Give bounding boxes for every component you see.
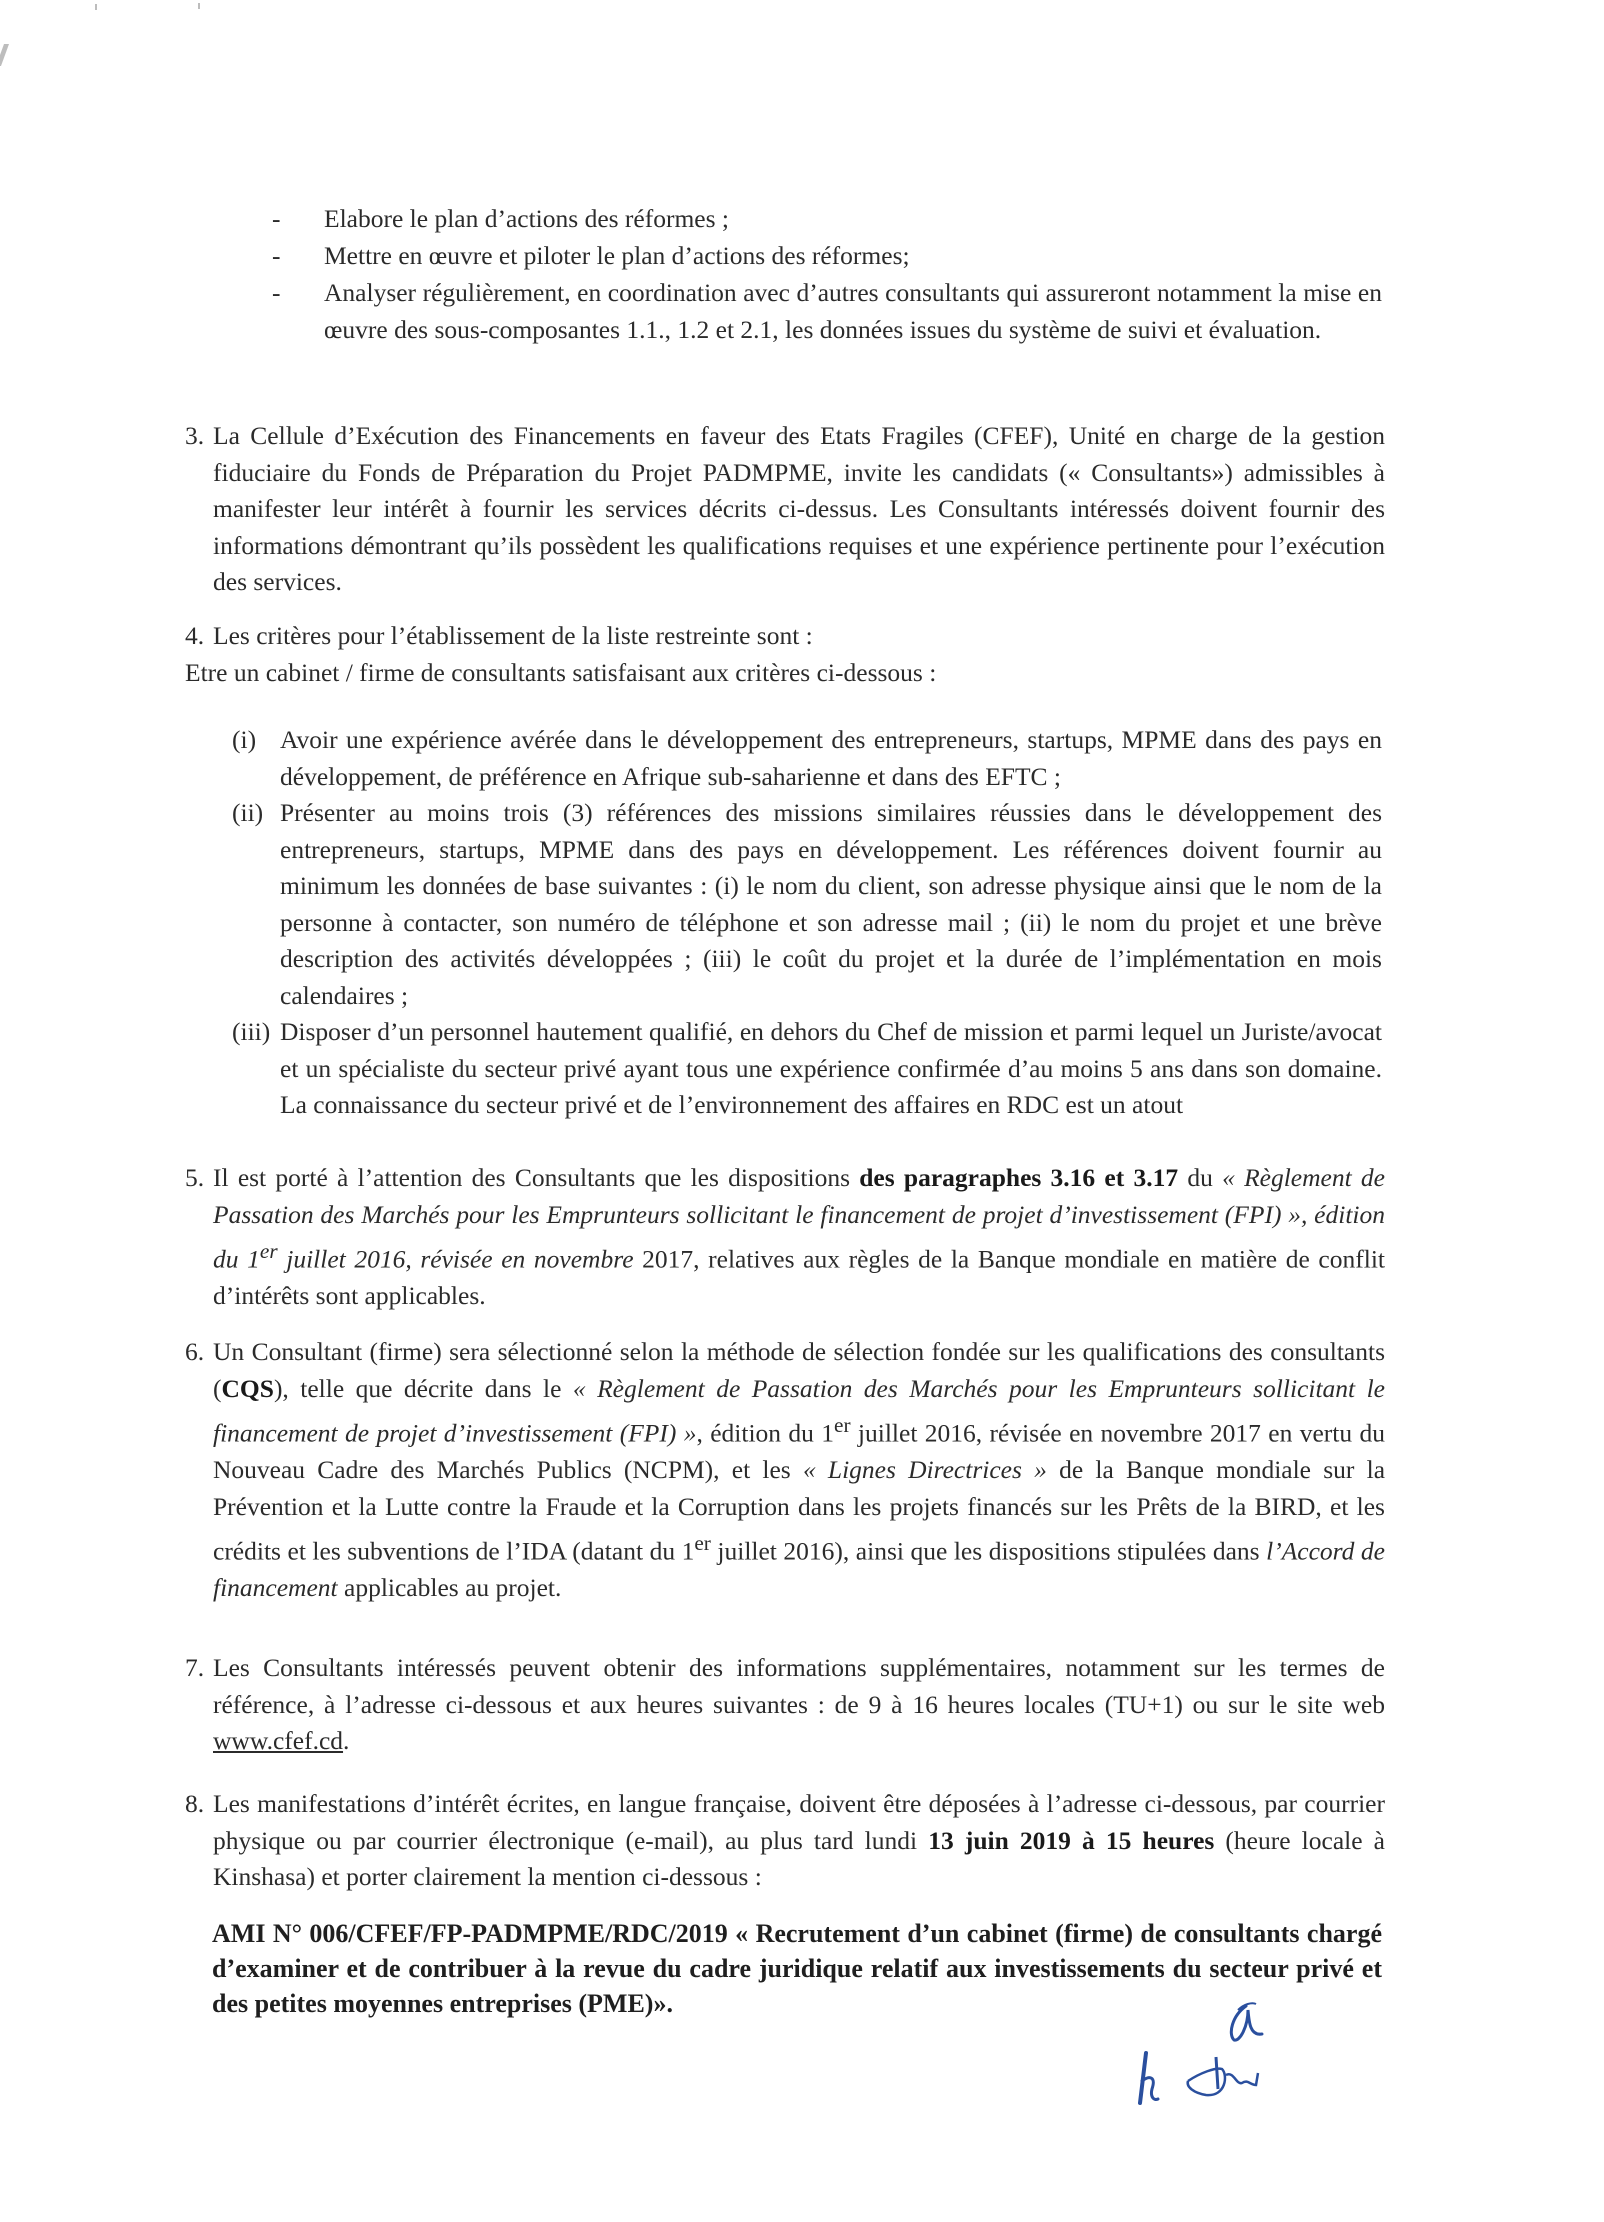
- paragraph-6: [185, 1334, 1385, 1607]
- paragraph-text: La Cellule d’Exécution des Financements en faveur des Etats Fragiles (CFEF), Unité en charge de la gestion fiduciaire du Fonds de Préparation du Projet PADMPME, invite les candidats (« Consultants») admissibles à manifester leur intérêt à fournir les services décrits ci-dessus. Les Consultants intéressés doivent fournir des informations démontrant qu’ils possèdent les qualifications requises et une expérience pertinente pour l’exécution des services.: [213, 421, 1385, 596]
- reform-actions-list: [272, 200, 1382, 348]
- criterion-text: Présenter au moins trois (3) références des missions similaires réussies dans le développement des entrepreneurs, startups, MPME dans des pays en développement. Les références doivent fournir au minimum les données de base suivantes : (i) le nom du client, son adresse physique ainsi que le nom de la personne à contacter, son numéro de téléphone et son adresse mail ; (ii) le nom du projet et une brève description des activités développées ; (iii) le coût du projet et la durée de l’implémentation en mois calendaires ;: [280, 798, 1382, 1010]
- paragraph-text: Les critères pour l’établissement de la liste restreinte sont :: [213, 621, 813, 650]
- scan-artifact: [198, 3, 200, 9]
- paragraph-text: Les manifestations d’intérêt écrites, en langue française, doivent être déposées à l’adresse ci-dessous, par courrier physique ou par courrier électronique (e-mail), au plus tard lundi 13 juin 2019 à 15 heures (heure locale à Kinshasa) et porter clairement la mention ci-dessous :: [213, 1789, 1385, 1891]
- criterion-number: (ii): [232, 798, 264, 827]
- criterion-item: [232, 722, 1382, 795]
- criterion-number: (i): [232, 725, 257, 754]
- criteria-lead: Etre un cabinet / firme de consultants satisfaisant aux critères ci-dessous :: [185, 657, 937, 687]
- paragraph-number: 7.: [185, 1653, 205, 1682]
- shortlist-criteria: [232, 722, 1382, 1124]
- handwritten-signature-icon: [1130, 2045, 1310, 2115]
- criterion-item: [232, 795, 1382, 1014]
- scan-artifact: [0, 44, 9, 66]
- paragraph-number: 8.: [185, 1789, 205, 1818]
- handwritten-initial-icon: [1218, 2000, 1288, 2050]
- paragraph-text: Un Consultant (firme) sera sélectionné selon la méthode de sélection fondée sur les qualifications des consultants (CQS), telle que décrite dans le « Règlement de Passation des Marchés pour les Emprunteurs sollicitant le financement de projet d’investissement (FPI) », édition du 1er juillet 2016, révisée en novembre 2017 en vertu du Nouveau Cadre des Marchés Publics (NCPM), et les « Lignes Directrices » de la Banque mondiale sur la Prévention et la Lutte contre la Fraude et la Corruption dans les projets financés sur les Prêts de la BIRD, et les crédits et les subventions de l’IDA (datant du 1er juillet 2016), ainsi que les dispositions stipulées dans l’Accord de financement applicables au projet.: [213, 1337, 1386, 1602]
- criterion-number: (iii): [232, 1017, 271, 1046]
- regulation-title: « Règlement de Passation des Marchés pour les Emprunteurs sollicitant le financement de projet d’investissement (FPI) »: [213, 1373, 1385, 1448]
- criterion-text: Disposer d’un personnel hautement qualifié, en dehors du Chef de mission et parmi lequel un Juriste/avocat et un spécialiste du secteur privé ayant tous une expérience confirmée d’au moins 5 ans dans son domaine. La connaissance du secteur privé et de l’environnement des affaires en RDC est un atout: [280, 1017, 1382, 1119]
- bold-reference: des paragraphes 3.16 et 3.17: [859, 1163, 1179, 1192]
- guidelines-title: « Lignes Directrices »: [802, 1455, 1047, 1484]
- paragraph-number: 5.: [185, 1163, 205, 1192]
- list-item: - Mettre en œuvre et piloter le plan d’actions des réformes;: [272, 237, 1382, 274]
- criterion-item: [232, 1014, 1382, 1124]
- paragraph-number: 4.: [185, 621, 205, 650]
- bullet-marker: -: [272, 241, 281, 270]
- paragraph-text: Il est porté à l’attention des Consultants que les dispositions des paragraphes 3.16 et 3.17 du « Règlement de Passation des Marchés pour les Emprunteurs sollicitant le financement de projet d’investissement (FPI) », édition du 1er juillet 2016, révisée en novembre 2017, relatives aux règles de la Banque mondiale en matière de conflit d’intérêts sont applicables.: [213, 1163, 1386, 1310]
- paragraph-text: Les Consultants intéressés peuvent obtenir des informations supplémentaires, notamment sur les termes de référence, à l’adresse ci-dessous et aux heures suivantes : de 9 à 16 heures locales (TU+1) ou sur le site web www.cfef.cd.: [213, 1653, 1385, 1755]
- bullet-marker: -: [272, 278, 281, 307]
- website-link[interactable]: www.cfef.cd: [213, 1726, 344, 1755]
- list-item: - Elabore le plan d’actions des réformes ;: [272, 200, 1382, 237]
- scan-artifact: [95, 4, 97, 10]
- paragraph-number: 3.: [185, 421, 205, 450]
- ami-reference: AMI N° 006/CFEF/FP-PADMPME/RDC/2019 « Recrutement d’un cabinet (firme) de consultants chargé d’examiner et de contribuer à la revue du cadre juridique relatif aux investissements du secteur privé et des petites moyennes entreprises (PME)».: [212, 1919, 1382, 2018]
- paragraph-3: [185, 418, 1385, 601]
- criterion-text: Avoir une expérience avérée dans le développement des entrepreneurs, startups, MPME dans des pays en développement, de préférence en Afrique sub-saharienne et dans des EFTC ;: [280, 725, 1382, 791]
- paragraph-7: [185, 1650, 1385, 1760]
- list-item: - Analyser régulièrement, en coordination avec d’autres consultants qui assureront notamment la mise en œuvre des sous-composantes 1.1., 1.2 et 2.1, les données issues du système de suivi et évaluation.: [272, 274, 1382, 348]
- paragraph-8: [185, 1786, 1385, 1896]
- regulation-title: « Règlement de Passation des Marchés pour les Emprunteurs sollicitant le financement de projet d’investissement (FPI) », édition du 1: [213, 1163, 1386, 1274]
- agreement-title: l’Accord de financement: [213, 1536, 1385, 1602]
- paragraph-number: 6.: [185, 1337, 205, 1366]
- bold-method: CQS: [221, 1373, 274, 1403]
- deadline: 13 juin 2019 à 15 heures: [928, 1825, 1215, 1855]
- bullet-marker: -: [272, 204, 281, 233]
- paragraph-4: [185, 618, 1385, 691]
- paragraph-5: [185, 1160, 1385, 1315]
